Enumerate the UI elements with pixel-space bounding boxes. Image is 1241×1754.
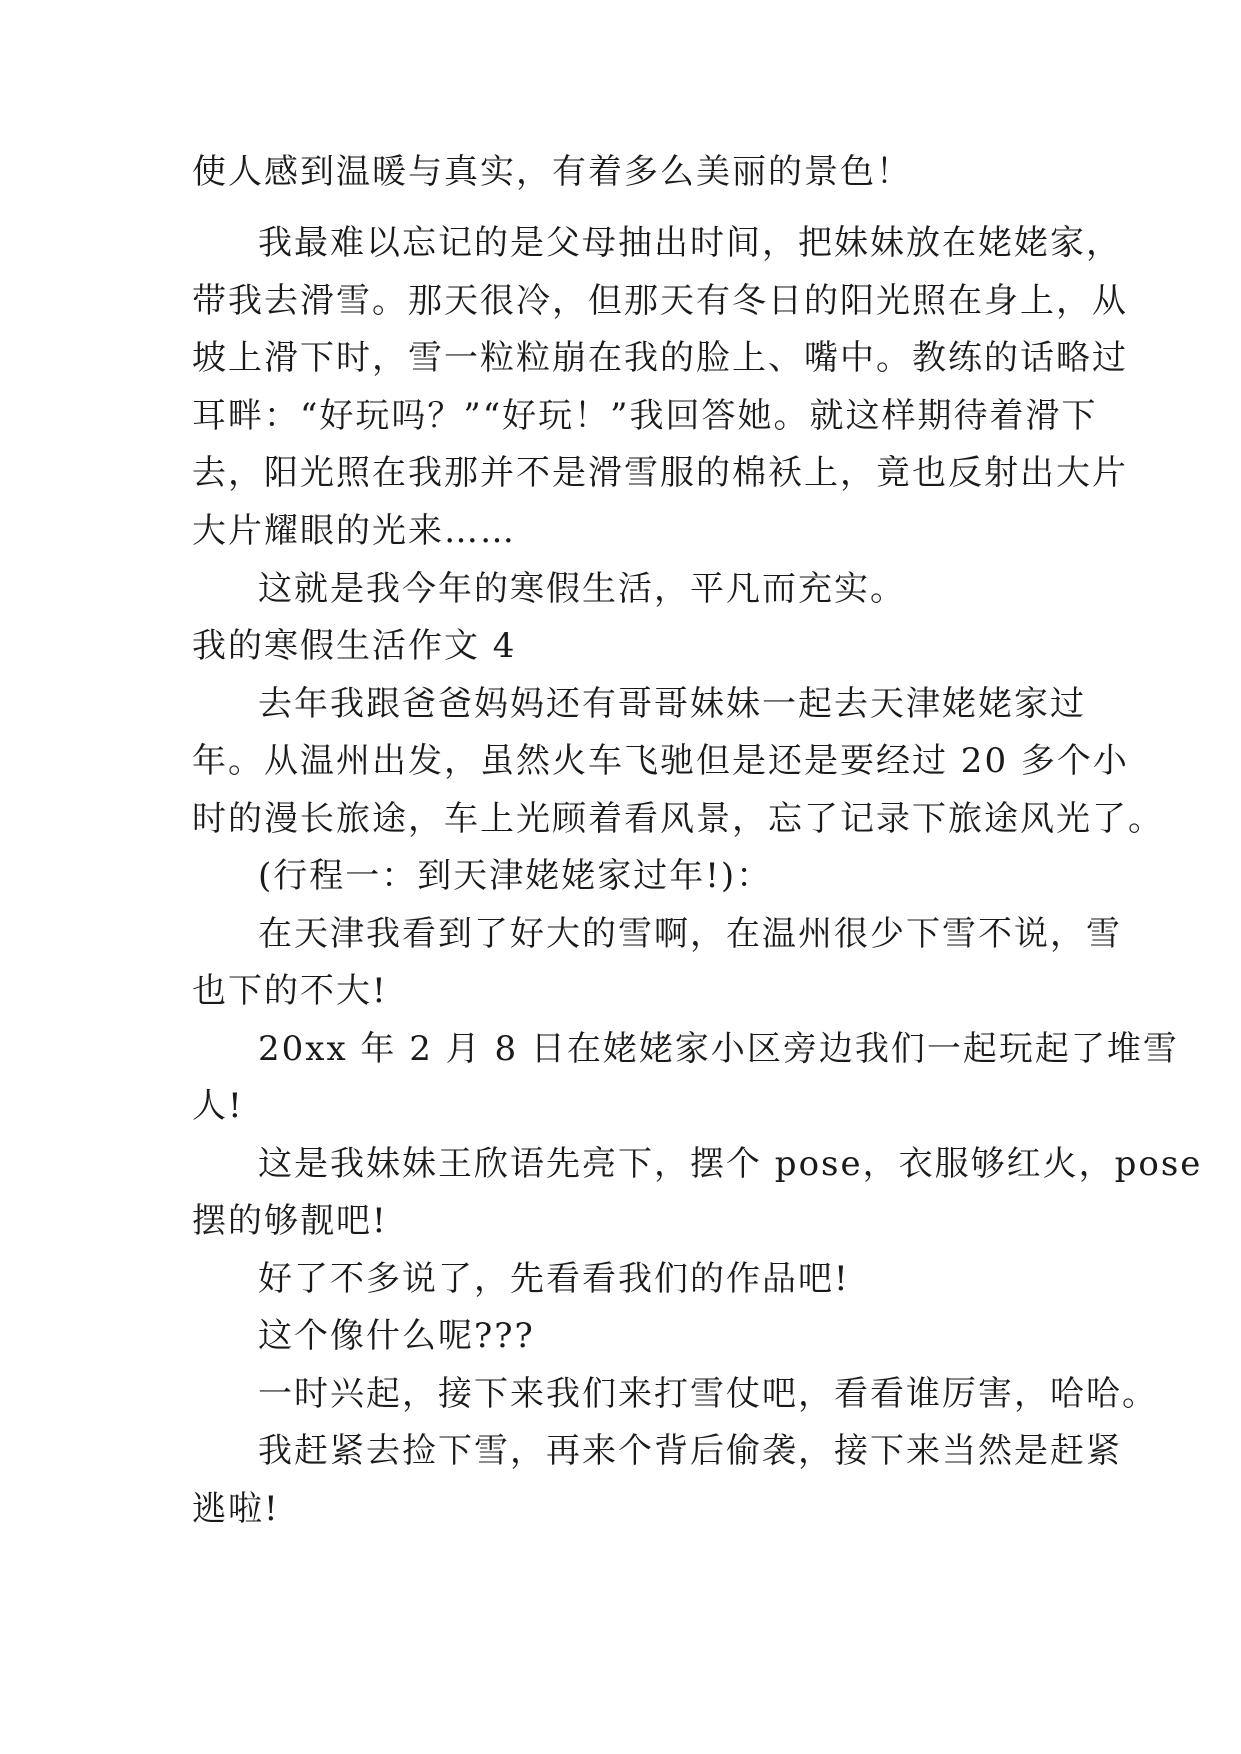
text-line: 坡上滑下时，雪一粒粒崩在我的脸上、嘴中。教练的话略过 bbox=[192, 338, 1128, 378]
text-line: 大片耀眼的光来…… bbox=[192, 511, 516, 551]
text-line: 年。从温州出发，虽然火车飞驰但是还是要经过 20 多个小 bbox=[192, 741, 1129, 781]
text-line: (行程一：到天津姥姥家过年!)： bbox=[258, 856, 773, 896]
text-line: 一时兴起，接下来我们来打雪仗吧，看看谁厉害，哈哈。 bbox=[258, 1374, 1158, 1414]
text-line: 摆的够靓吧! bbox=[192, 1201, 388, 1241]
text-line: 去，阳光照在我那并不是滑雪服的棉袄上，竟也反射出大片 bbox=[192, 453, 1128, 493]
text-line: 20xx 年 2 月 8 日在姥姥家小区旁边我们一起玩起了堆雪 bbox=[258, 1029, 1179, 1069]
text-line: 时的漫长旅途，车上光顾着看风景，忘了记录下旅途风光了。 bbox=[192, 799, 1164, 839]
text-line: 去年我跟爸爸妈妈还有哥哥妹妹一起去天津姥姥家过 bbox=[258, 684, 1086, 724]
section-heading: 我的寒假生活作文 4 bbox=[192, 626, 517, 666]
text-line: 这就是我今年的寒假生活，平凡而充实。 bbox=[258, 569, 906, 609]
text-line: 带我去滑雪。那天很冷，但那天有冬日的阳光照在身上，从 bbox=[192, 281, 1128, 321]
text-line: 这个像什么呢??? bbox=[258, 1316, 535, 1356]
text-line: 在天津我看到了好大的雪啊，在温州很少下雪不说，雪 bbox=[258, 914, 1122, 954]
text-line: 使人感到温暖与真实，有着多么美丽的景色！ bbox=[192, 152, 912, 192]
text-line: 我最难以忘记的是父母抽出时间，把妹妹放在姥姥家， bbox=[258, 223, 1122, 263]
text-line: 耳畔：“好玩吗？”“好玩！”我回答她。就这样期待着滑下 bbox=[192, 396, 1098, 436]
text-line: 这是我妹妹王欣语先亮下，摆个 pose，衣服够红火，pose bbox=[258, 1144, 1203, 1184]
text-line: 我赶紧去捡下雪，再来个背后偷袭，接下来当然是赶紧 bbox=[258, 1431, 1122, 1471]
text-line: 人! bbox=[192, 1086, 244, 1126]
text-line: 逃啦! bbox=[192, 1489, 280, 1529]
text-line: 也下的不大! bbox=[192, 971, 388, 1011]
text-line: 好了不多说了，先看看我们的作品吧! bbox=[258, 1259, 850, 1299]
